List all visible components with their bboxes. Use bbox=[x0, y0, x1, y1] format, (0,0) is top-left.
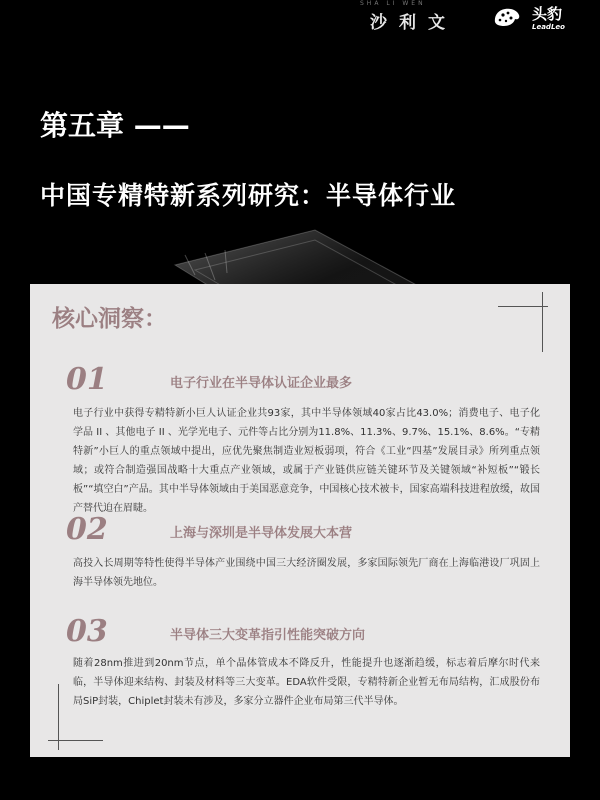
section-number: 02 bbox=[66, 512, 108, 547]
leopard-icon bbox=[492, 4, 522, 30]
section-body: 高投入长周期等特性使得半导体产业围绕中国三大经济圈发展，多家国际领先厂商在上海临港设厂巩固上海半导体领先地位。 bbox=[73, 558, 540, 588]
section-number: 01 bbox=[66, 362, 108, 397]
chapter-label: 第五章 —— bbox=[40, 109, 190, 142]
corner-line-bottom-v bbox=[58, 684, 59, 750]
logo-subtext: LeadLeo bbox=[532, 23, 565, 31]
top-bar bbox=[0, 0, 600, 44]
section-body: 随着28nm推进到20nm节点，单个晶体管成本不降反升，性能提升也逐渐趋缓，标志着后摩尔时代来临，半导体迎来结构、封装及材料等三大变革。EDA软件受限，专精特新企业暂无布局结构，汇成股份布局SiP封装，Chiplet封装未有涉及，多家分立器件企业布局第三代半导体。 bbox=[73, 658, 540, 707]
corner-line-top-v bbox=[542, 292, 543, 352]
insight-title: 核心洞察： bbox=[52, 306, 167, 332]
core-insight-card bbox=[30, 284, 570, 757]
section-heading: 电子行业在半导体认证企业最多 bbox=[170, 376, 353, 391]
corner-line-bottom-h bbox=[48, 740, 103, 741]
leadleo-logo bbox=[492, 2, 592, 38]
section-heading: 上海与深圳是半导体发展大本营 bbox=[170, 526, 353, 541]
section-body: 电子行业中获得专精特新小巨人认证企业共93家，其中半导体领域40家占比43.0%；消费电子、电子化学品 II 、其他电子 II 、光学光电子、元件等占比分别为11.8%、11.3%、9.7%、15.1%、8.6%。“专精特新”小巨人的重点领域中提出，应优先聚焦制造业短板弱项，符合《工业“四基”发展目录》所列重点领域；或符合制造强国战略十大重点产业领域，或属于产业链供应链关键环节及关键领域“补短板”“锻长板”“填空白”产品。其中半导体领域由于美国恶意竞争，中国核心技术被卡，国家高端科技进程放缓，故国产替代迫在眉睫。 bbox=[73, 408, 540, 514]
section-number: 03 bbox=[66, 614, 108, 649]
corner-line-top-h bbox=[498, 306, 548, 307]
brand-small-text: SHA LI WEN bbox=[360, 0, 426, 7]
logo-text: 头豹 bbox=[532, 5, 563, 23]
section-heading: 半导体三大变革指引性能突破方向 bbox=[170, 628, 366, 643]
brand-name: 沙利文 bbox=[370, 13, 457, 33]
report-title: 中国专精特新系列研究：半导体行业 bbox=[40, 181, 457, 210]
